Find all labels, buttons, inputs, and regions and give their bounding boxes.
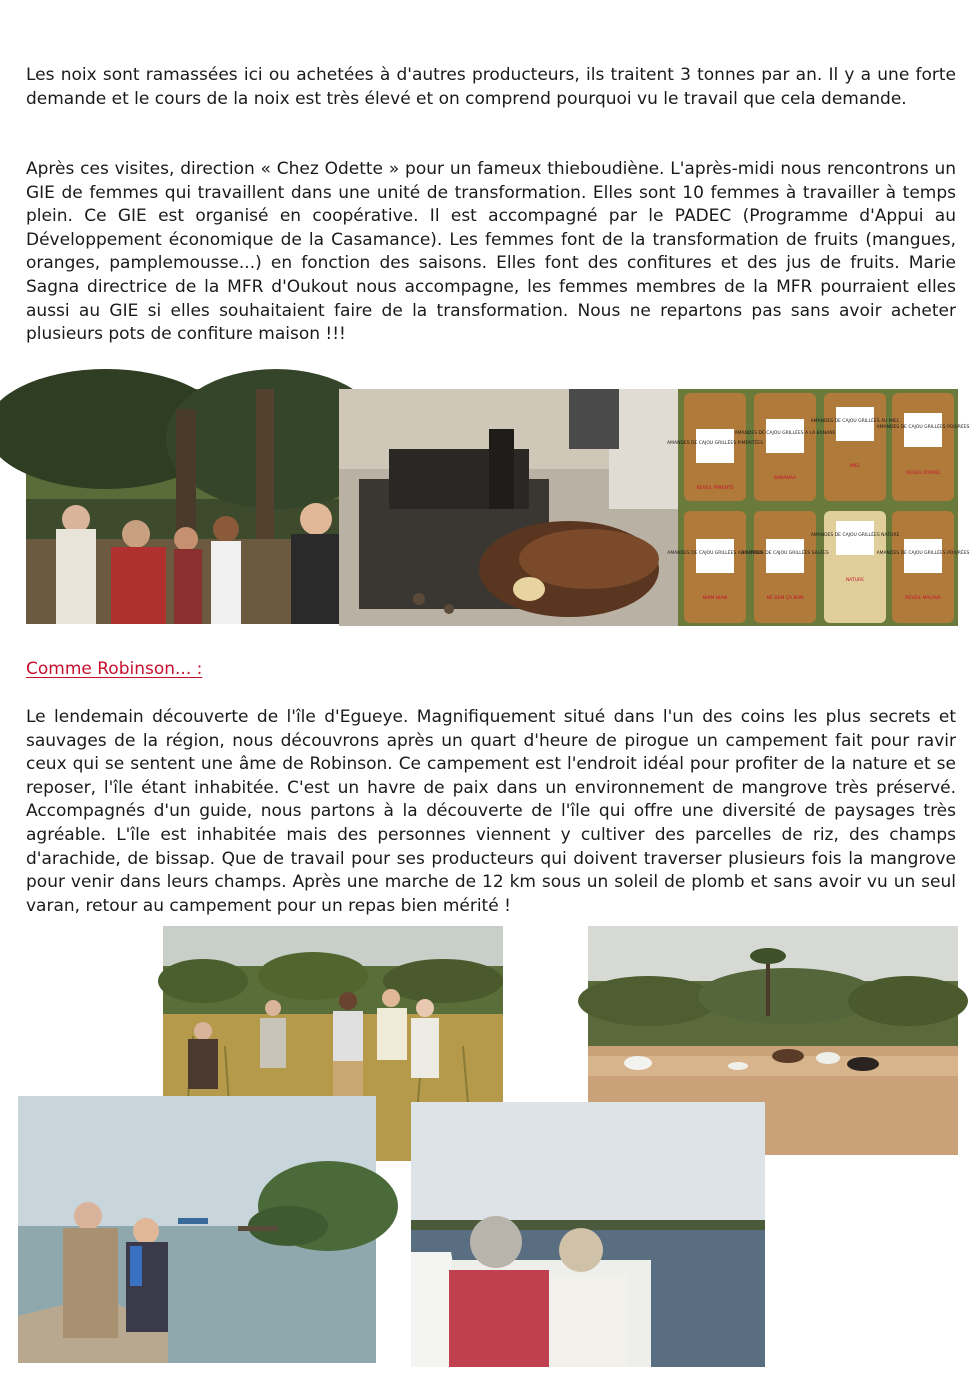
group-under-tree-photo xyxy=(26,389,339,624)
packet-label: AMANDES DE CAJOU GRILLÉES A LA BANANE xyxy=(734,431,836,436)
visit-paragraph: Après ces visites, direction « Chez Odette » pour un fameux thieboudiène. L'après-midi nous rencontrons un GIE de femmes qui travaillent dans une unité de transformation. Elles sont 10 femmes à travailler à temps plein. Ce GIE est organisé en coopérative. Il est accompagné par le PADEC (Programme d'Appui au Développement économique de la Casamance). Les femmes font de la transformation de fruits (mangues, oranges, pamplemousse...) en fonction des saisons. Elles font des confitures et des jus de fruits. Marie Sagna directrice de la MFR d'Oukout nous accompagne, les femmes membres de la MFR pourraient elles aussi au GIE si elles souhaitaient faire de la transformation. Nous ne repartons pas sans avoir acheter plusieurs pots de confiture maison !!! xyxy=(26,159,956,345)
packet-label: AMANDES DE CAJOU GRILLÉES AU MIEL xyxy=(810,419,900,424)
intro-paragraph: Les noix sont ramassées ici ou achetées à d'autres producteurs, ils traitent 3 tonnes par an. Il y a une forte demande et le cours de la noix est très élevé et on comprend pourquoi vu le travail que cela demande. xyxy=(26,65,956,109)
mangrove-shore-photo xyxy=(18,1096,376,1363)
pirogue-ride-photo xyxy=(411,1102,765,1367)
packet-brand: MIEL xyxy=(849,464,861,469)
packet-brand: REVEIL PIMENTÉ xyxy=(696,486,734,491)
packet-label: AMANDES DE CAJOU GRILLÉES PIMENTÉES xyxy=(667,441,763,446)
packet-brand: NATURE xyxy=(845,578,865,583)
packet-label: AMANDES DE CAJOU GRILLÉES POIVRÉES xyxy=(876,551,970,556)
packet-brand: NIAM NIAM xyxy=(702,596,728,601)
packet-label: AMANDES DE CAJOU GRILLÉES AU CITRON xyxy=(667,551,763,556)
packet-brand: NE DEM ÇA BON xyxy=(766,596,804,601)
packet-brand: REVEIL POIVRÉ xyxy=(906,471,940,476)
packet-label: AMANDES DE CAJOU GRILLÉES SALÉES xyxy=(741,551,829,556)
packet-brand: BANANAA xyxy=(773,476,797,481)
robinson-paragraph: Le lendemain découverte de l'île d'Egueye. Magnifiquement situé dans l'un des coins les plus secrets et sauvages de la région, nous découvrons après un quart d'heure de pirogue un campement fait pour ravir ceux qui se sentent une âme de Robinson. Ce campement est l'endroit idéal pour profiter de la nature et se reposer, l'île étant inhabitée. C'est un havre de paix dans un environnement de mangrove très préservé. Accompagnés d'un guide, nous partons à la découverte de l'île qui offre une diversité de paysages très agréable. L'île est inhabitée mais des personnes viennent y cultiver des parcelles de riz, des champs d'arachide, de bissap. Que de travail pour ses producteurs qui doivent traverser plusieurs fois la mangrove pour venir dans leurs champs. Après une marche de 12 km sous un soleil de plomb et sans avoir vu un seul varan, retour au campement pour un repas bien mérité ! xyxy=(26,707,956,916)
cashew-packets-photo xyxy=(667,389,970,626)
packet-brand: REVEIL MALAVA xyxy=(905,596,941,601)
packet-label: AMANDES DE CAJOU GRILLÉES POIVRÉES xyxy=(876,425,970,430)
section-heading: Comme Robinson... : xyxy=(26,659,203,679)
cashew-shelling-machine-photo xyxy=(339,389,678,626)
packet-label: AMANDES DE CAJOU GRILLÉES NATURE xyxy=(810,533,900,538)
